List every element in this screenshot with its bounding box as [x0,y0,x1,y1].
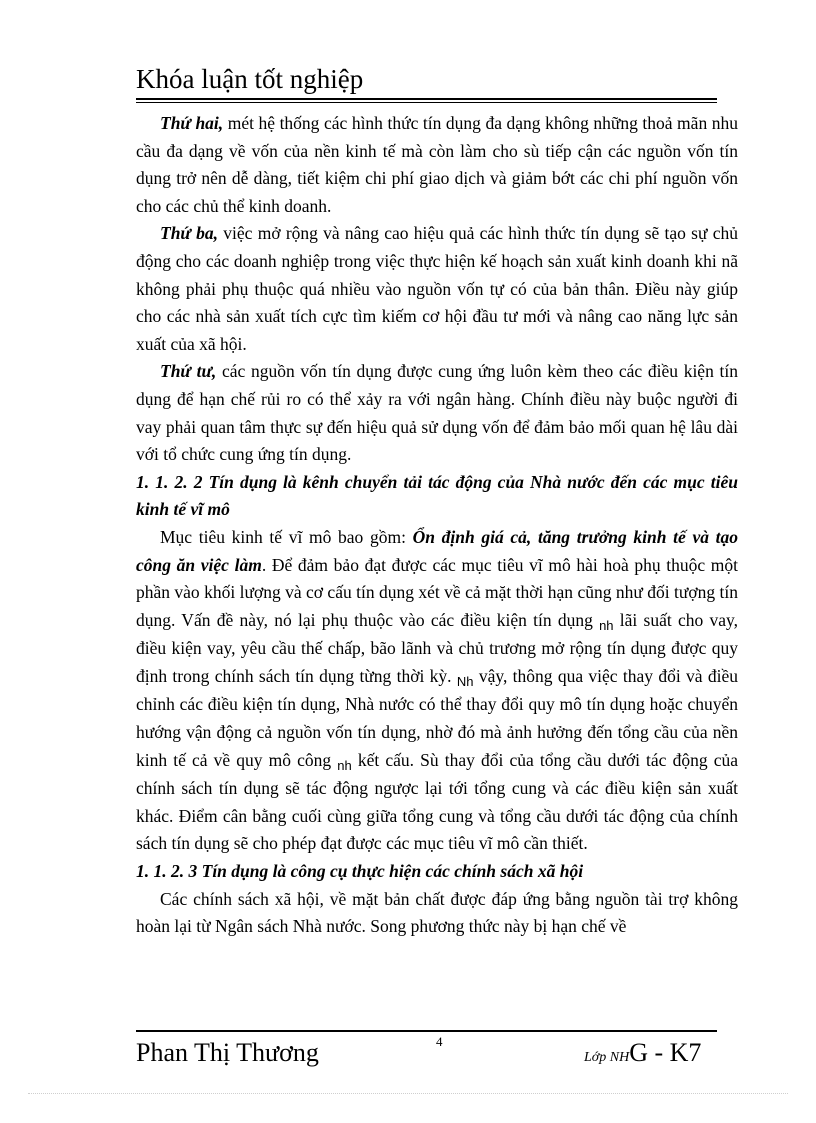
footer-author-name: Phan Thị Thương [136,1038,319,1067]
inline-fragment: nh [599,617,614,633]
section-heading-1-1-2-2: 1. 1. 2. 2 Tín dụng là kênh chuyển tải tác động của Nhà nước đến các mục tiêu kinh tế vĩ mô [136,471,738,520]
footer-class-label [584,1037,701,1074]
section-heading-1-1-2-3: 1. 1. 2. 3 Tín dụng là công cụ thực hiện các chính sách xã hội [136,861,584,882]
document-body [136,110,738,941]
paragraph-text: mét hệ thống các hình thức tín dụng đa dạng không những thoả mãn nhu cầu đa dạng về vốn của nền kinh tế mà còn làm cho sù tiếp cận các nguồn vốn tín dụng trở nên dễ dàng, tiết kiệm chi phí giao dịch và giảm bớt các chi phí nguồn vốn cho các chủ thể kinh doanh. [136,113,738,216]
paragraph-text: việc mở rộng và nâng cao hiệu quả các hình thức tín dụng sẽ tạo sự chủ động cho các doanh nghiệp trong việc thực hiện kế hoạch sản xuất kinh doanh khi nã không phải phụ thuộc quá nhiều vào nguồn vốn tự có của bản thân. Điều này giúp cho các nhà sản xuất tích cực tìm kiếm cơ hội đầu tư mới và nâng cao năng lực sản xuất của xã hội. [136,223,738,354]
page-number: 4 [436,1034,443,1049]
inline-fragment: Nh [456,673,474,689]
paragraph-text: lãi suất cho vay, điều kiện vay, yêu cầu thế chấp, bão lãnh và chủ trương mở rộng tín dụng được quy định trong chính sách tín dụng từng thời kỳ. [136,609,738,686]
paragraph-text: . Để đảm bảo đạt được các mục tiêu vĩ mô hài hoà phụ thuộc một phần vào khối lượng và cơ cấu tín dụng xét về cả mặt thời hạn cũng như đối tượng tín dụng. Vấn đề này, nó lại phụ thuộc vào các điều kiện tín dụng [136,554,739,630]
paragraph-emphasis: Ổn định giá cả, tăng trưởng kinh tế và tạo công ăn việc làm [136,526,738,575]
page-bottom-divider [28,1093,788,1094]
header-rule-thin [136,102,717,103]
paragraph-thu-ba [136,220,738,358]
footer-class-suffix: G - K7 [629,1038,702,1067]
footer-rule [136,1030,717,1032]
paragraph-thu-tu [136,358,738,468]
paragraph-text: vậy, thông qua việc thay đổi và điều chỉnh các điều kiện tín dụng, Nhà nước có thể thay đổi quy mô tín dụng hoặc chuyển hướng vận động cả nguồn vốn tín dụng, nhờ đó mà ảnh hưởng đến tổng cầu của nền kinh tế cả về quy mô công [136,665,739,770]
paragraph-lead: Thứ tư, [160,361,217,382]
paragraph-lead: Thứ ba, [160,223,219,244]
paragraph-muc-tieu [136,524,738,858]
paragraph-text: các nguồn vốn tín dụng được cung ứng luôn kèm theo các điều kiện tín dụng để hạn chế rủi ro có thể xảy ra với ngân hàng. Chính điều này buộc người đi vay phải quan tâm thực sự đến hiệu quả sử dụng vốn để đảm bảo mối quan hệ lâu dài với tổ chức cung ứng tín dụng. [136,361,738,465]
paragraph-thu-hai [136,110,738,220]
footer-class-prefix: Lớp NH [584,1050,630,1065]
inline-fragment: nh [337,757,352,773]
paragraph-text: kết cấu. Sù thay đổi của tổng cầu dưới tác động của chính sách tín dụng sẽ tác động ngược lại tới tổng cung và các điều kiện sản xuất khác. Điểm cân bằng cuối cùng giữa tổng cung và tổng cầu dưới tác động của chính sách tín dụng sẽ cho phép đạt được các mục tiêu vĩ mô cần thiết. [136,749,738,854]
document-header-title: Khóa luận tốt nghiệp [136,64,364,94]
paragraph-chinh-sach-xa-hoi: Các chính sách xã hội, về mặt bản chất được đáp ứng bằng nguồn tài trợ không hoàn lại từ Ngân sách Nhà nước. Song phương thức này bị hạn chế về [136,888,738,937]
paragraph-lead: Thứ hai, [160,113,224,133]
paragraph-text: Mục tiêu kinh tế vĩ mô bao gồm: [160,526,413,547]
header-rule-thick [136,98,717,100]
